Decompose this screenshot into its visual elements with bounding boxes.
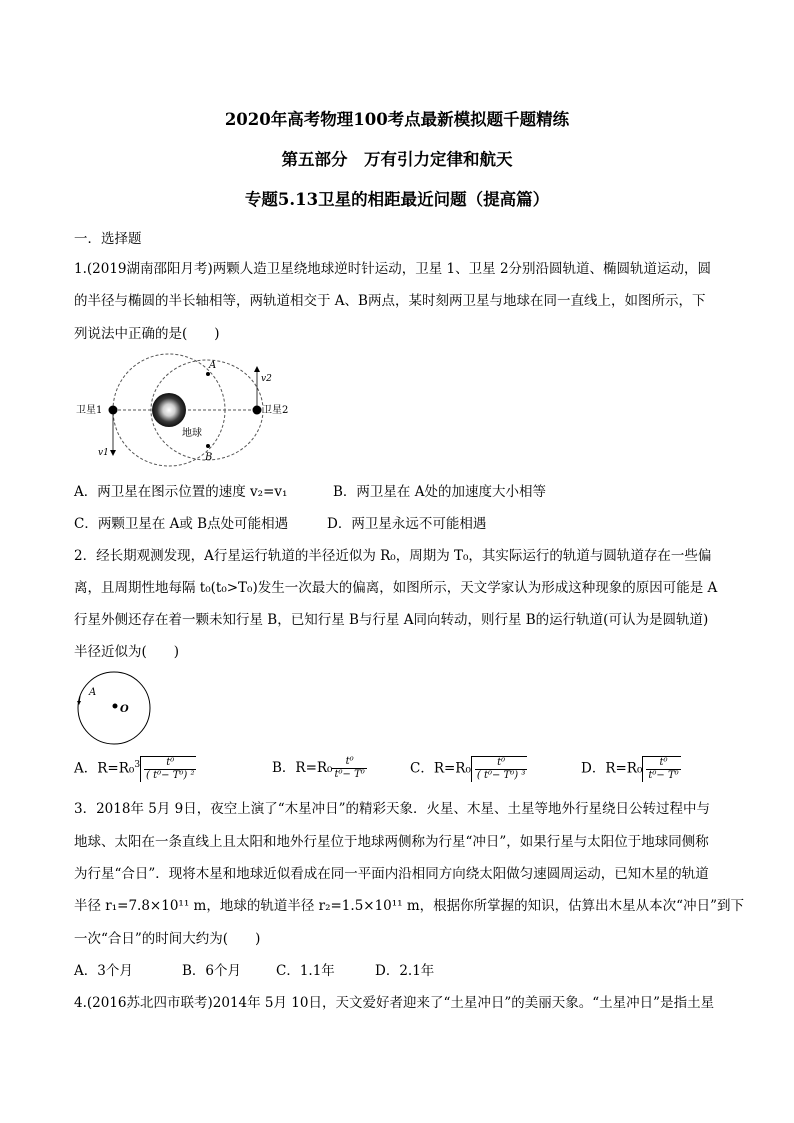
q2-option-a-denominator: ( t⁰− T⁰) ² [146,770,195,781]
q2-option-b-numerator: t⁰ [332,756,366,769]
label-satellite-2: 卫星2 [262,405,289,416]
q1-line-1: 1.(2019湖南邵阳月考)两颗人造卫星绕地球逆时针运动，卫星 1、卫星 2分别沿圆轨道、椭圆轨道运动，圆 [74,261,712,277]
v1-arrow-icon [110,450,116,456]
q3-line-4: 半径 r₁=7.8×10¹¹ m，地球的轨道半径 r₂=1.5×10¹¹ m，根据你所掌握的知识，估算出木星从本次“冲日”到下 [74,898,744,914]
q2-option-c-numerator: t⁰ [475,757,527,770]
q3-line-5: 一次“合日”的时间大约为( ) [74,931,261,947]
part-title: 第五部分 万有引力定律和航天 [281,150,513,169]
document-title: 2020年高考物理100考点最新模拟题千题精练 [224,110,570,129]
q1-option-d[interactable]: D．两卫星永远不可能相遇 [327,516,487,532]
q1-option-b[interactable]: B．两卫星在 A处的加速度大小相等 [333,484,546,500]
label-point-b: B [205,452,213,463]
satellite-1-dot [109,406,118,415]
q2-option-a-numerator: t⁰ [144,757,196,770]
earth-icon [152,393,186,427]
q2-option-c[interactable] [410,756,527,782]
section-heading: 一．选择题 [74,231,142,247]
q1-line-3: 列说法中正确的是( ) [74,326,220,342]
q2-option-d-denominator: t⁰− T⁰ [648,770,679,781]
q3-option-d[interactable]: D．2.1年 [375,963,435,979]
q2-option-b-prefix: B．R=R₀ [272,760,333,776]
q1-option-a[interactable]: A．两卫星在图示位置的速度 v₂=v₁ [74,484,288,500]
q2-option-c-prefix: C．R=R₀ [410,760,471,777]
label-center-o: O [120,704,129,715]
q3-option-c[interactable]: C．1.1年 [276,963,335,979]
q3-line-2: 地球、太阳在一条直线上且太阳和地外行星位于地球两侧称为行星“冲日”，如果行星与太阳位于地球同侧称 [74,834,709,850]
label-point-a: A [209,360,217,371]
q2-option-d[interactable] [581,756,681,782]
label-planet-a: A [89,687,97,698]
q3-option-b[interactable]: B．6个月 [182,963,242,979]
label-earth: 地球 [182,428,202,439]
label-satellite-1: 卫星1 [76,405,103,416]
q1-option-c[interactable]: C．两颗卫星在 A或 B点处可能相遇 [74,516,289,532]
q2-option-d-prefix: D．R=R₀ [581,760,643,777]
q2-option-a-prefix: A．R=R₀ [74,760,135,777]
center-o-dot [113,704,118,709]
label-v1: v1 [98,448,109,458]
q3-line-3: 为行星“合日”．现将木星和地球近似看成在同一平面内沿相同方向绕太阳做匀速圆周运动，已知木星的轨道 [74,866,709,882]
v2-arrow-icon [254,366,260,372]
q2-option-c-denominator: ( t⁰− T⁰) ³ [476,770,526,781]
q3-line-1: 3．2018年 5月 9日，夜空上演了“木星冲日”的精彩天象．火星、木星、土星等地外行星绕日公转过程中与 [74,801,711,817]
topic-title: 专题5.13卫星的相距最近问题（提高篇） [244,190,550,209]
q2-option-b-denominator: t⁰− T⁰ [334,769,365,780]
q1-line-2: 的半径与椭圆的半长轴相等，两轨道相交于 A、B两点，某时刻两卫星与地球在同一直线上，如图所示，下 [74,293,706,309]
q2-option-a-root-index: 3 [134,760,141,770]
q4-line-1: 4.(2016苏北四市联考)2014年 5月 10日，天文爱好者迎来了“土星冲日”的美丽天象。“土星冲日”是指土星 [74,995,715,1011]
satellite-2-dot [253,406,262,415]
q2-line-3: 行星外侧还存在着一颗未知行星 B，已知行星 B与行星 A同向转动，则行星 B的运行轨道(可认为是圆轨道) [74,612,709,628]
q2-line-1: 2．经长期观测发现，A行星运行轨道的半径近似为 R₀，周期为 T₀，其实际运行的轨道与圆轨道存在一些偏 [74,548,712,564]
q2-option-d-numerator: t⁰ [646,757,680,770]
q2-option-a[interactable] [74,756,196,782]
q2-line-2: 离，且周期性地每隔 t₀(t₀>T₀)发生一次最大的偏离，如图所示，天文学家认为形成这种现象的原因可能是 A [74,580,718,596]
planet-orbit-diagram [76,670,156,748]
q3-option-a[interactable]: A．3个月 [74,963,133,979]
q2-line-4: 半径近似为( ) [74,644,180,660]
q2-option-b[interactable] [272,756,367,781]
label-v2: v2 [261,374,272,384]
